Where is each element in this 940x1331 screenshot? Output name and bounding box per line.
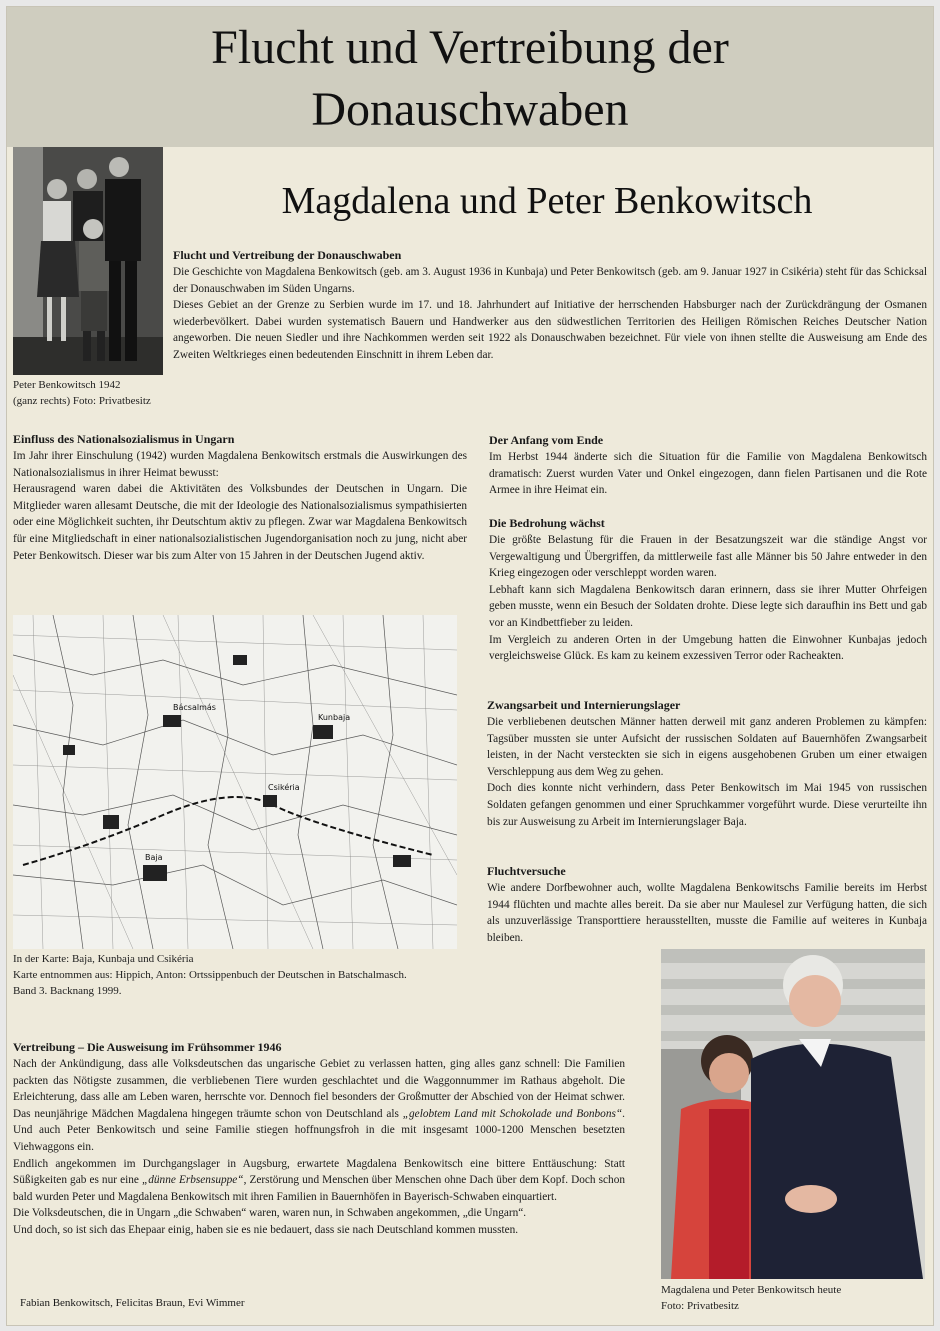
vertreibung-p1-text-a: Nach der Ankündigung, dass alle Volksdeutschen das ungarische Gebiet zu verlassen hatten, ging alles ganz schnell: Die Familien packten das Nötigste zusammen, die verbliebenen Tiere wurden geschlachtet und die Waggonnummer im Rathaus abgeholt. Die Erleichterung, dass alle am Leben waren, herrschte vor. Dennoch fiel besonders der Großmutter der Abschied von der Heimat schwer. Das neunjährige Mädchen Magdalena hingegen träumte schon von Deutschland als <box>13 1058 625 1120</box>
modern-couple-photo <box>661 949 925 1279</box>
vertreibung-paragraph-3: Die Volksdeutschen, die in Ungarn „die Schwaben“ waren, waren nun, in Schwaben angekommen, „die Ungarn“. <box>13 1207 527 1220</box>
map-illustration <box>13 615 457 949</box>
intro-paragraph-2: Dieses Gebiet an der Grenze zu Serbien wurde im 17. und 18. Jahrhundert auf Initiative der herrschenden Habsburger nach der Zurückdrängung der Osmanen wiederbevölkert. Dabei wurden systematisch Bauern und Handwerker aus den südwestlichen Territorien des Heiligen Römischen Reiches Deutscher Nation angeworben. Die neuen Siedler und ihre Nachkommen werden seit 1922 als Donauschwaben bezeichnet. Für viele von ihnen stellte die Ausweisung am Ende des Zweiten Weltkrieges einen bedeutenden Einschnitt in ihrem Leben dar. <box>173 299 927 361</box>
photo-today-illustration <box>661 949 925 1279</box>
einfluss-paragraph-2: Herausragend waren dabei die Aktivitäten des Volksbundes der Deutschen in Ungarn. Die Mitglieder waren allesamt Deutsche, die mit der Ideologie des Nationalsozialismus sympathisierten oder eine Möglichkeit suchten, ihr Deutschtum aktiv zu pflegen. Zwar war Magdalena Benkowitsch für eine Mitgliedschaft in einer nationalsozialistischen Jugendorganisation noch zu jung, nicht aber Peter Benkowitsch. Dieser war bis zum Alter von 15 Jahren in der Deutschen Jugend aktiv. <box>13 483 467 562</box>
photo1-caption-line-2: (ganz rechts) Foto: Privatbesitz <box>13 395 151 407</box>
photo2-caption-line-2: Foto: Privatbesitz <box>661 1300 739 1312</box>
zwang-section <box>487 697 927 830</box>
vertreibung-paragraph-1 <box>13 1056 625 1156</box>
vertreibung-paragraph-4: Und doch, so ist sich das Ehepaar einig, haben sie es nie bedauert, dass sie nach Deutschland kommen mussten. <box>13 1223 519 1236</box>
title-line-1: Flucht und Vertreibung der <box>211 21 729 74</box>
einfluss-section <box>13 431 467 564</box>
anfang-section <box>489 432 927 499</box>
intro-heading: Flucht und Vertreibung der Donauschwaben <box>173 248 402 262</box>
bedrohung-paragraph-1: Die größte Belastung für die Frauen in der Besatzungszeit war die ständige Angst vor Vergewaltigung und Übergriffen, da mittlerweile fast alle Männer bis 50 Jahre entweder in den Krieg eingezogen oder verschleppt worden waren. <box>489 534 927 580</box>
map-label-c: Csikéria <box>268 783 300 792</box>
einfluss-paragraph-1: Im Jahr ihrer Einschulung (1942) wurden Magdalena Benkowitsch erstmals die Auswirkungen des Nationalsozialismus in ihrer Heimat bewusst: <box>13 450 467 479</box>
zwang-heading: Zwangsarbeit und Internierungslager <box>487 698 681 712</box>
vertreibung-p2-quote: „dünne Erbsensuppe“ <box>141 1174 244 1187</box>
vertreibung-paragraph-2 <box>13 1156 625 1206</box>
bedrohung-paragraph-2: Lebhaft kann sich Magdalena Benkowitsch daran erinnern, dass sie ihrer Mutter Ohrfeigen geben musste, wenn ein Besuch der Soldaten drohte. Diese legte sich daraufhin ins Bett und gab vor an Kindbettfieber zu leiden. <box>489 583 927 629</box>
photo-1942-illustration <box>13 147 163 375</box>
vertreibung-p2-text-a: Endlich angekommen im Durchgangslager in Augsburg, erwartete Magdalena Benkowitsch eine bittere Enttäuschung: Statt Süßigkeiten gab es nur eine <box>13 1157 625 1187</box>
map-label-b: Kunbaja <box>318 713 351 722</box>
historic-map <box>13 615 457 949</box>
bedrohung-paragraph-3: Im Vergleich zu anderen Orten in der Umgebung hatten die Einwohner Kunbajas jedoch vergleichsweise Glück. Es kam zu keinem exzessiven Terror oder Racheakten. <box>489 633 927 663</box>
photo1-caption-line-1: Peter Benkowitsch 1942 <box>13 379 121 391</box>
flucht-heading: Fluchtversuche <box>487 864 566 878</box>
anfang-paragraph: Im Herbst 1944 änderte sich die Situation für die Familie von Magdalena Benkowitsch dramatisch: Zuerst wurden Vater und Onkel eingezogen, dann fielen Partisanen und die Rote Armee in ihre Heimat ein. <box>489 451 927 497</box>
einfluss-heading: Einfluss des Nationalsozialismus in Ungarn <box>13 432 235 446</box>
historic-family-photo <box>13 147 163 375</box>
map-caption <box>13 951 407 999</box>
vertreibung-p2-text-b: , Zerstörung und Menschen über Menschen ohne Dach über dem Kopf. Doch schon bald wurden Peter und Magdalena Benkowitsch mit ihren Familien in Bauernhöfen in Bayerisch-Schwaben einquartiert. <box>13 1174 626 1203</box>
vertreibung-heading: Vertreibung – Die Ausweisung im Frühsommer 1946 <box>13 1040 282 1054</box>
photo2-caption-line-1: Magdalena und Peter Benkowitsch heute <box>661 1284 842 1296</box>
intro-section <box>173 247 927 364</box>
map-caption-line-3: Band 3. Backnang 1999. <box>13 985 122 997</box>
main-title <box>7 7 933 141</box>
zwang-paragraph-2: Doch dies konnte nicht verhindern, dass Peter Benkowitsch im Mai 1945 von russischen Soldaten gefangen genommen und einer Spruchkammer vorgeführt wurde. Diese verurteilte ihn bis zur Ausweisung zu Arbeit im Internierungslager Baja. <box>487 782 927 828</box>
title-line-2: Donauschwaben <box>311 83 629 136</box>
anfang-heading: Der Anfang vom Ende <box>489 433 604 447</box>
photo1-caption <box>13 377 151 409</box>
map-label-a: Bácsalmás <box>173 703 216 712</box>
map-caption-line-1: In der Karte: Baja, Kunbaja und Csikéria <box>13 953 194 965</box>
vertreibung-p1-text-b: . Und auch Peter Benkowitsch und seine Familie stiegen hoffnungsfroh in die mit insgesamt 1000-1200 Menschen besetzten Viehwaggons ein. <box>13 1107 625 1153</box>
zwang-paragraph-1: Die verbliebenen deutschen Männer hatten derweil mit ganz anderen Problemen zu kämpfen: Tagsüber mussten sie unter Aufsicht der russischen Soldaten auf Bauernhöfen Zwangsarbeit leisten, in der Nacht versteckten sie sich in eigens ausgehobenen Gruben um einer etwaigen Verschleppung aus dem Weg zu gehen. <box>487 716 927 778</box>
vertreibung-section <box>13 1039 625 1239</box>
flucht-paragraph: Wie andere Dorfbewohner auch, wollte Magdalena Benkowitschs Familie bereits im Herbst 1944 flüchten und machte alles bereit. Da sie aber nur Maulesel zur Verfügung hatten, die sich als unzuverlässige Transporttiere herausstellten, musste die Familie auf weiteres in Kunbaja bleiben. <box>487 882 927 944</box>
subtitle: Magdalena und Peter Benkowitsch <box>281 180 813 222</box>
bedrohung-heading: Die Bedrohung wächst <box>489 516 605 530</box>
poster <box>6 6 934 1326</box>
intro-paragraph-1: Die Geschichte von Magdalena Benkowitsch (geb. am 3. August 1936 in Kunbaja) und Peter Benkowitsch (geb. am 9. Januar 1927 in Csikéria) steht für das Schicksal der Donauschwaben im Süden Ungarns. <box>173 266 927 295</box>
title-band <box>7 7 933 147</box>
map-caption-line-2: Karte entnommen aus: Hippich, Anton: Ortssippenbuch der Deutschen in Batschalmasch. <box>13 969 407 981</box>
photo2-caption <box>661 1282 841 1314</box>
vertreibung-p1-quote: „gelobtem Land mit Schokolade und Bonbons“ <box>402 1107 623 1120</box>
flucht-section <box>487 863 927 946</box>
bedrohung-section <box>489 515 927 665</box>
map-label-d: Baja <box>145 853 163 862</box>
authors-footer: Fabian Benkowitsch, Felicitas Braun, Evi Wimmer <box>20 1297 245 1309</box>
